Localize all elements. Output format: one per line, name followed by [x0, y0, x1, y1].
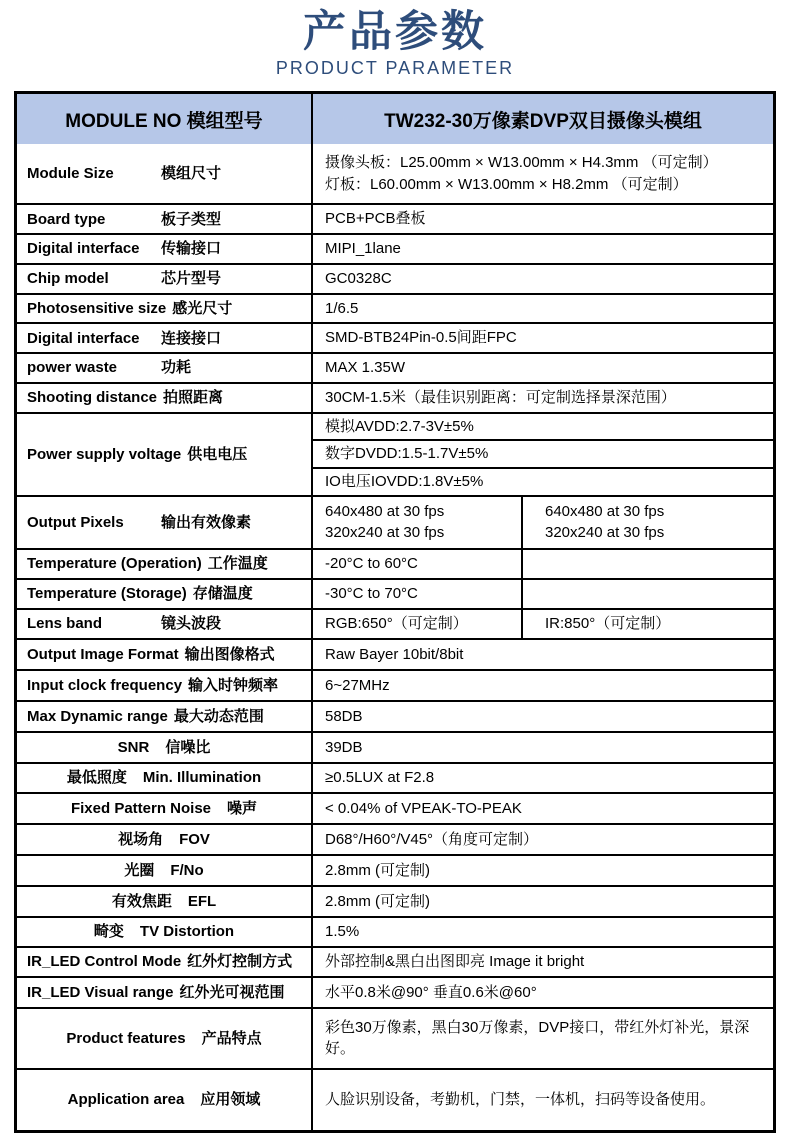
spec-label	[17, 144, 313, 203]
spec-label-en: TV Distortion	[139, 923, 235, 941]
spec-row	[17, 638, 773, 669]
spec-value	[313, 205, 773, 233]
spec-value-line: < 0.04% of VPEAK-TO-PEAK	[325, 799, 522, 817]
table-header-row	[17, 94, 773, 144]
spec-value-left	[313, 580, 523, 608]
spec-value-line: -20°C to 60°C	[325, 555, 418, 573]
spec-label	[17, 887, 313, 916]
spec-row	[17, 1007, 773, 1068]
spec-label-zh: 红外光可视范围	[179, 983, 285, 1001]
page-subtitle: PRODUCT PARAMETER	[275, 58, 515, 79]
spec-label-zh: 感光尺寸	[172, 299, 233, 317]
spec-label-en: IR_LED Visual range	[27, 983, 174, 1001]
spec-label	[17, 733, 313, 762]
spec-row	[17, 382, 773, 412]
spec-label	[17, 671, 313, 700]
spec-label-zh: 工作温度	[207, 555, 268, 573]
spec-label	[17, 414, 313, 495]
spec-label	[17, 1009, 313, 1068]
spec-value	[313, 978, 773, 1007]
spec-value-line	[545, 556, 767, 571]
table-body	[17, 144, 773, 1130]
spec-row	[17, 731, 773, 762]
spec-label	[17, 794, 313, 823]
spec-label	[17, 1070, 313, 1130]
spec-row	[17, 495, 773, 548]
spec-value	[313, 295, 773, 323]
spec-value	[313, 324, 773, 352]
spec-row	[17, 144, 773, 203]
spec-label-en: F/No	[170, 861, 204, 879]
spec-label	[17, 610, 313, 638]
page-title: 产品参数	[303, 8, 487, 56]
spec-label-en: Application area	[67, 1091, 185, 1109]
spec-value-line: SMD-BTB24Pin-0.5间距FPC	[325, 329, 517, 347]
spec-value-line: 1.5%	[325, 923, 360, 941]
spec-value-subrow: 模拟AVDD:2.7-3V±5%	[325, 417, 474, 435]
spec-row	[17, 322, 773, 352]
spec-value-left	[313, 550, 523, 578]
spec-label-zh: 输出图像格式	[184, 645, 275, 663]
spec-value-line: 39DB	[325, 738, 363, 756]
spec-label-en: Output Image Format	[27, 645, 179, 663]
spec-value-line: 320x240 at 30 fps	[325, 524, 445, 542]
spec-label-en: Temperature (Operation)	[27, 555, 202, 573]
spec-label-zh: 有效焦距	[111, 892, 172, 910]
spec-label	[17, 235, 313, 263]
spec-value	[313, 640, 773, 669]
spec-value	[313, 918, 773, 946]
spec-label-en: Min. Illumination	[142, 769, 262, 787]
spec-label-zh: 连接接口	[161, 329, 222, 347]
spec-row	[17, 578, 773, 608]
spec-row	[17, 916, 773, 946]
spec-label	[17, 324, 313, 352]
spec-value-right	[523, 610, 773, 638]
spec-value-right	[523, 550, 773, 578]
spec-label-en: EFL	[187, 892, 217, 910]
spec-row	[17, 792, 773, 823]
spec-value-line: 640x480 at 30 fps	[545, 502, 665, 520]
spec-label-zh: 红外灯控制方式	[187, 953, 293, 971]
spec-row	[17, 854, 773, 885]
spec-label-zh: 存储温度	[192, 585, 253, 603]
spec-label-zh: 应用领域	[200, 1091, 261, 1109]
page-header	[0, 0, 790, 79]
spec-label	[17, 856, 313, 885]
spec-label-zh: 模组尺寸	[161, 165, 222, 183]
spec-label-zh: 产品特点	[201, 1029, 262, 1047]
spec-label	[17, 918, 313, 946]
spec-row	[17, 608, 773, 638]
spec-value	[313, 265, 773, 293]
spec-label-zh: 噪声	[227, 799, 258, 817]
spec-label-en: Module Size	[27, 165, 114, 183]
spec-value-left	[313, 610, 523, 638]
header-module-name: TW232-30万像素DVP双目摄像头模组	[384, 110, 702, 132]
spec-label-zh: 最低照度	[66, 769, 127, 787]
spec-label	[17, 384, 313, 412]
spec-label	[17, 265, 313, 293]
spec-value-line: MAX 1.35W	[325, 359, 406, 377]
spec-value-line: Raw Bayer 10bit/8bit	[325, 645, 464, 663]
spec-label-en: Max Dynamic range	[27, 707, 168, 725]
spec-label	[17, 205, 313, 233]
spec-value-left	[313, 497, 523, 548]
spec-row	[17, 885, 773, 916]
spec-row	[17, 762, 773, 792]
spec-row	[17, 669, 773, 700]
spec-value	[313, 887, 773, 916]
spec-value-line: 2.8mm (可定制)	[325, 892, 431, 910]
spec-label-en: Photosensitive size	[27, 299, 167, 317]
spec-value	[313, 856, 773, 885]
spec-value-subrows	[313, 414, 773, 495]
spec-value	[313, 354, 773, 382]
spec-value-line: 640x480 at 30 fps	[325, 502, 445, 520]
spec-label-en: Output Pixels	[27, 513, 124, 531]
spec-row	[17, 1068, 773, 1130]
spec-label-zh: 最大动态范围	[173, 707, 264, 725]
spec-label-en: Fixed Pattern Noise	[70, 799, 212, 817]
spec-value-line: RGB:650°（可定制）	[325, 615, 468, 633]
spec-value-split	[313, 550, 773, 578]
spec-value-right	[523, 497, 773, 548]
spec-value-line: D68°/H60°/V45°（角度可定制）	[325, 830, 539, 848]
spec-value	[313, 794, 773, 823]
spec-label	[17, 978, 313, 1007]
spec-row	[17, 352, 773, 382]
spec-row	[17, 263, 773, 293]
spec-row	[17, 823, 773, 854]
spec-label-zh: 输出有效像素	[161, 513, 252, 531]
spec-value-line: 摄像头板：L25.00mm × W13.00mm × H4.3mm （可定制）	[325, 154, 718, 172]
spec-label	[17, 764, 313, 792]
spec-value	[313, 702, 773, 731]
spec-value	[313, 1070, 773, 1130]
spec-value-split	[313, 497, 773, 548]
spec-label-zh: 芯片型号	[161, 270, 222, 288]
spec-label-zh: 功耗	[161, 359, 192, 377]
spec-row	[17, 976, 773, 1007]
spec-value-line: 1/6.5	[325, 299, 359, 317]
spec-label-zh: 拍照距离	[163, 389, 224, 407]
spec-value-line: 30CM-1.5米（最佳识别距离：可定制选择景深范围）	[325, 388, 676, 406]
spec-value-line	[545, 586, 767, 601]
spec-value-line: MIPI_1lane	[325, 240, 401, 258]
spec-value-right	[523, 580, 773, 608]
spec-value-line: 320x240 at 30 fps	[545, 524, 665, 542]
spec-value-line: 彩色30万像素，黑白30万像素，DVP接口，带红外灯补光，景深好。	[325, 1018, 750, 1058]
spec-value	[313, 948, 773, 976]
spec-label-en: Shooting distance	[27, 389, 158, 407]
spec-value-line: 外部控制&黑白出图即亮 Image it bright	[325, 953, 585, 971]
spec-value	[313, 671, 773, 700]
spec-label	[17, 295, 313, 323]
spec-label-en: power waste	[27, 359, 118, 377]
spec-label-zh: 供电电压	[187, 445, 248, 463]
spec-label	[17, 497, 313, 548]
spec-label	[17, 580, 313, 608]
spec-label-en: SNR	[117, 738, 150, 756]
spec-value	[313, 1009, 773, 1068]
spec-label-zh: 视场角	[118, 830, 164, 848]
spec-label	[17, 550, 313, 578]
spec-value-split	[313, 610, 773, 638]
spec-value-line: PCB+PCB叠板	[325, 210, 426, 228]
spec-label	[17, 640, 313, 669]
spec-value-line: 2.8mm (可定制)	[325, 861, 431, 879]
spec-value	[313, 144, 773, 203]
spec-value	[313, 825, 773, 854]
spec-row	[17, 548, 773, 578]
product-parameter-table	[14, 91, 776, 1133]
spec-label-zh: 镜头波段	[161, 615, 222, 633]
spec-row	[17, 233, 773, 263]
spec-label-zh: 传输接口	[161, 240, 222, 258]
spec-label-en: FOV	[179, 830, 210, 848]
spec-label-en: Power supply voltage	[27, 445, 182, 463]
spec-row	[17, 700, 773, 731]
spec-value-split	[313, 580, 773, 608]
spec-value	[313, 764, 773, 792]
spec-label-en: Digital interface	[27, 329, 140, 347]
spec-value-line: 58DB	[325, 707, 363, 725]
spec-value	[313, 733, 773, 762]
spec-value-line: -30°C to 70°C	[325, 585, 418, 603]
spec-row	[17, 203, 773, 233]
spec-label-zh: 输入时钟频率	[188, 676, 279, 694]
spec-value-line: 人脸识别设备，考勤机，门禁，一体机，扫码等设备使用。	[325, 1091, 716, 1109]
spec-value	[313, 235, 773, 263]
spec-label-zh: 板子类型	[161, 210, 222, 228]
spec-label-en: Temperature (Storage)	[27, 585, 187, 603]
spec-label-en: Lens band	[27, 615, 103, 633]
spec-label-en: Input clock frequency	[27, 676, 183, 694]
spec-value-subrow: 数字DVDD:1.5-1.7V±5%	[313, 439, 773, 467]
spec-value-line: ≥0.5LUX at F2.8	[325, 769, 435, 787]
spec-label	[17, 825, 313, 854]
spec-value-line: 6~27MHz	[325, 676, 390, 694]
spec-row	[17, 293, 773, 323]
spec-label-zh: 畸变	[93, 923, 124, 941]
spec-label-zh: 信噪比	[165, 738, 211, 756]
spec-label	[17, 948, 313, 976]
spec-label	[17, 354, 313, 382]
spec-label-en: Product features	[66, 1029, 186, 1047]
spec-value-subrow: IO电压IOVDD:1.8V±5%	[313, 467, 773, 495]
spec-label-en: Digital interface	[27, 240, 140, 258]
spec-row	[17, 946, 773, 976]
spec-label-zh: 光圈	[124, 861, 155, 879]
spec-value-line: IR:850°（可定制）	[545, 615, 671, 633]
spec-row	[17, 412, 773, 495]
spec-value-line: 灯板：L60.00mm × W13.00mm × H8.2mm （可定制）	[325, 175, 688, 193]
spec-label	[17, 702, 313, 731]
spec-value	[313, 384, 773, 412]
spec-label-en: IR_LED Control Mode	[27, 953, 182, 971]
spec-label-en: Board type	[27, 210, 106, 228]
spec-label-en: Chip model	[27, 270, 109, 288]
spec-value-line: GC0328C	[325, 269, 392, 287]
header-module-no: MODULE NO 模组型号	[17, 94, 313, 144]
spec-value-line: 水平0.8米@90° 垂直0.6米@60°	[325, 983, 537, 1001]
